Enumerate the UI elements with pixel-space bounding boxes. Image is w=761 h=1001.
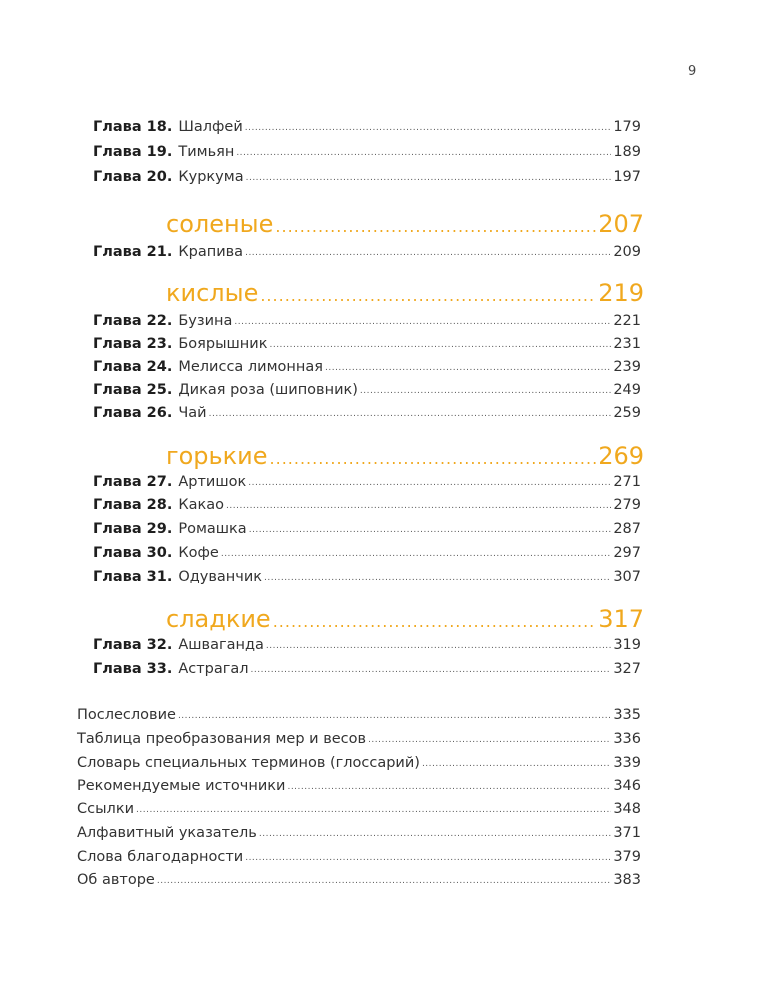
chapter-number: Глава 29. [93, 521, 173, 537]
leader-dots [269, 334, 611, 356]
toc-entry-acknowledgements[interactable] [77, 846, 641, 870]
page-ref: 297 [613, 545, 641, 561]
toc-entry-chapter-21[interactable] [93, 241, 641, 265]
leader-dots [260, 280, 596, 312]
chapter-title: Крапива [178, 244, 244, 260]
leader-dots [422, 753, 611, 775]
page-ref: 189 [613, 144, 641, 160]
toc-entry-index[interactable] [77, 822, 641, 846]
toc-entry-references[interactable] [77, 798, 641, 822]
chapter-number: Глава 22. [93, 313, 173, 329]
leader-dots [178, 705, 611, 727]
chapter-number: Глава 30. [93, 545, 173, 561]
chapter-number: Глава 23. [93, 336, 173, 352]
page-ref: 259 [613, 405, 641, 421]
chapter-title: Дикая роза (шиповник) [178, 382, 358, 398]
chapter-number: Глава 21. [93, 244, 173, 260]
leader-dots [249, 519, 612, 541]
entry-title: Слова благодарности [77, 849, 244, 865]
toc-entry-chapter-31[interactable] [93, 566, 641, 590]
page-ref: 249 [613, 382, 641, 398]
page-ref: 339 [613, 755, 641, 771]
chapter-number: Глава 31. [93, 569, 173, 585]
page-ref: 219 [598, 279, 644, 307]
chapter-number: Глава 25. [93, 382, 173, 398]
section-heading-bitter[interactable] [166, 440, 644, 475]
chapter-title: Боярышник [178, 336, 268, 352]
chapter-number: Глава 28. [93, 497, 173, 513]
section-title: горькие [166, 442, 268, 470]
entry-title: Рекомендуемые источники [77, 778, 286, 794]
chapter-title: Тимьян [178, 144, 235, 160]
leader-dots [226, 495, 611, 517]
chapter-number: Глава 33. [93, 661, 173, 677]
page-ref: 179 [613, 119, 641, 135]
chapter-title: Ашваганда [178, 637, 264, 653]
leader-dots [275, 211, 596, 243]
section-heading-salty[interactable] [166, 208, 644, 243]
leader-dots [136, 799, 611, 821]
chapter-title: Шалфей [178, 119, 243, 135]
page-ref: 319 [613, 637, 641, 653]
leader-dots [209, 403, 612, 425]
page-ref: 335 [613, 707, 641, 723]
page-ref: 279 [613, 497, 641, 513]
page-ref: 327 [613, 661, 641, 677]
page-ref: 379 [613, 849, 641, 865]
toc-entry-glossary[interactable] [77, 752, 641, 776]
toc-entry-afterword[interactable] [77, 704, 641, 728]
leader-dots [234, 311, 611, 333]
page-number: 9 [688, 64, 697, 79]
section-title: сладкие [166, 605, 271, 633]
chapter-number: Глава 20. [93, 169, 173, 185]
entry-title: Ссылки [77, 801, 134, 817]
leader-dots [246, 167, 612, 189]
leader-dots [245, 847, 611, 869]
chapter-number: Глава 32. [93, 637, 173, 653]
leader-dots [251, 659, 612, 681]
leader-dots [264, 567, 611, 589]
page-ref: 307 [613, 569, 641, 585]
chapter-title: Куркума [178, 169, 244, 185]
page-ref: 346 [613, 778, 641, 794]
toc-entry-chapter-33[interactable] [93, 658, 641, 682]
chapter-title: Какао [178, 497, 225, 513]
entry-title: Послесловие [77, 707, 176, 723]
chapter-number: Глава 19. [93, 144, 173, 160]
toc-entry-recommended-sources[interactable] [77, 775, 641, 799]
leader-dots [368, 729, 611, 751]
page-ref: 287 [613, 521, 641, 537]
page-ref: 207 [598, 210, 644, 238]
leader-dots [245, 117, 612, 139]
chapter-title: Одуванчик [178, 569, 263, 585]
page-ref: 231 [613, 336, 641, 352]
leader-dots [245, 242, 611, 264]
page-ref: 271 [613, 474, 641, 490]
leader-dots [360, 380, 611, 402]
chapter-number: Глава 24. [93, 359, 173, 375]
entry-title: Об авторе [77, 872, 155, 888]
page-ref: 383 [613, 872, 641, 888]
page-ref: 239 [613, 359, 641, 375]
toc-entry-chapter-19[interactable] [93, 141, 641, 165]
toc-entry-chapter-32[interactable] [93, 634, 641, 658]
chapter-number: Глава 18. [93, 119, 173, 135]
toc-entry-chapter-27[interactable] [93, 471, 641, 495]
entry-title: Алфавитный указатель [77, 825, 257, 841]
section-heading-sweet[interactable] [166, 603, 644, 638]
leader-dots [259, 823, 611, 845]
entry-title: Таблица преобразования мер и весов [77, 731, 367, 747]
leader-dots [236, 142, 611, 164]
section-heading-sour[interactable] [166, 277, 644, 312]
chapter-title: Артишок [178, 474, 247, 490]
toc-entry-chapter-24[interactable] [93, 356, 641, 380]
toc-entry-conversion-table[interactable] [77, 728, 641, 752]
page-ref: 197 [613, 169, 641, 185]
toc-entry-chapter-25[interactable] [93, 379, 641, 403]
chapter-number: Глава 26. [93, 405, 173, 421]
page-ref: 209 [613, 244, 641, 260]
page-ref: 317 [598, 605, 644, 633]
chapter-title: Кофе [178, 545, 219, 561]
page-ref: 371 [613, 825, 641, 841]
section-title: кислые [166, 279, 259, 307]
leader-dots [325, 357, 611, 379]
toc-entry-chapter-29[interactable] [93, 518, 641, 542]
toc-entry-chapter-30[interactable] [93, 542, 641, 566]
page-ref: 269 [598, 442, 644, 470]
chapter-title: Бузина [178, 313, 233, 329]
leader-dots [287, 776, 611, 798]
toc-entry-about-author[interactable] [77, 869, 641, 893]
chapter-title: Чай [178, 405, 207, 421]
entry-title: Словарь специальных терминов (глоссарий) [77, 755, 420, 771]
chapter-title: Мелисса лимонная [178, 359, 323, 375]
leader-dots [221, 543, 611, 565]
page-ref: 348 [613, 801, 641, 817]
toc-entry-chapter-28[interactable] [93, 494, 641, 518]
leader-dots [266, 635, 611, 657]
page-ref: 221 [613, 313, 641, 329]
section-title: соленые [166, 210, 274, 238]
leader-dots [157, 870, 611, 892]
chapter-title: Ромашка [178, 521, 247, 537]
chapter-number: Глава 27. [93, 474, 173, 490]
toc-entry-chapter-20[interactable] [93, 166, 641, 190]
page-ref: 336 [613, 731, 641, 747]
toc-entry-chapter-23[interactable] [93, 333, 641, 357]
toc-entry-chapter-18[interactable] [93, 116, 641, 140]
toc-entry-chapter-22[interactable] [93, 310, 641, 334]
chapter-title: Астрагал [178, 661, 249, 677]
leader-dots [248, 472, 611, 494]
toc-entry-chapter-26[interactable] [93, 402, 641, 426]
